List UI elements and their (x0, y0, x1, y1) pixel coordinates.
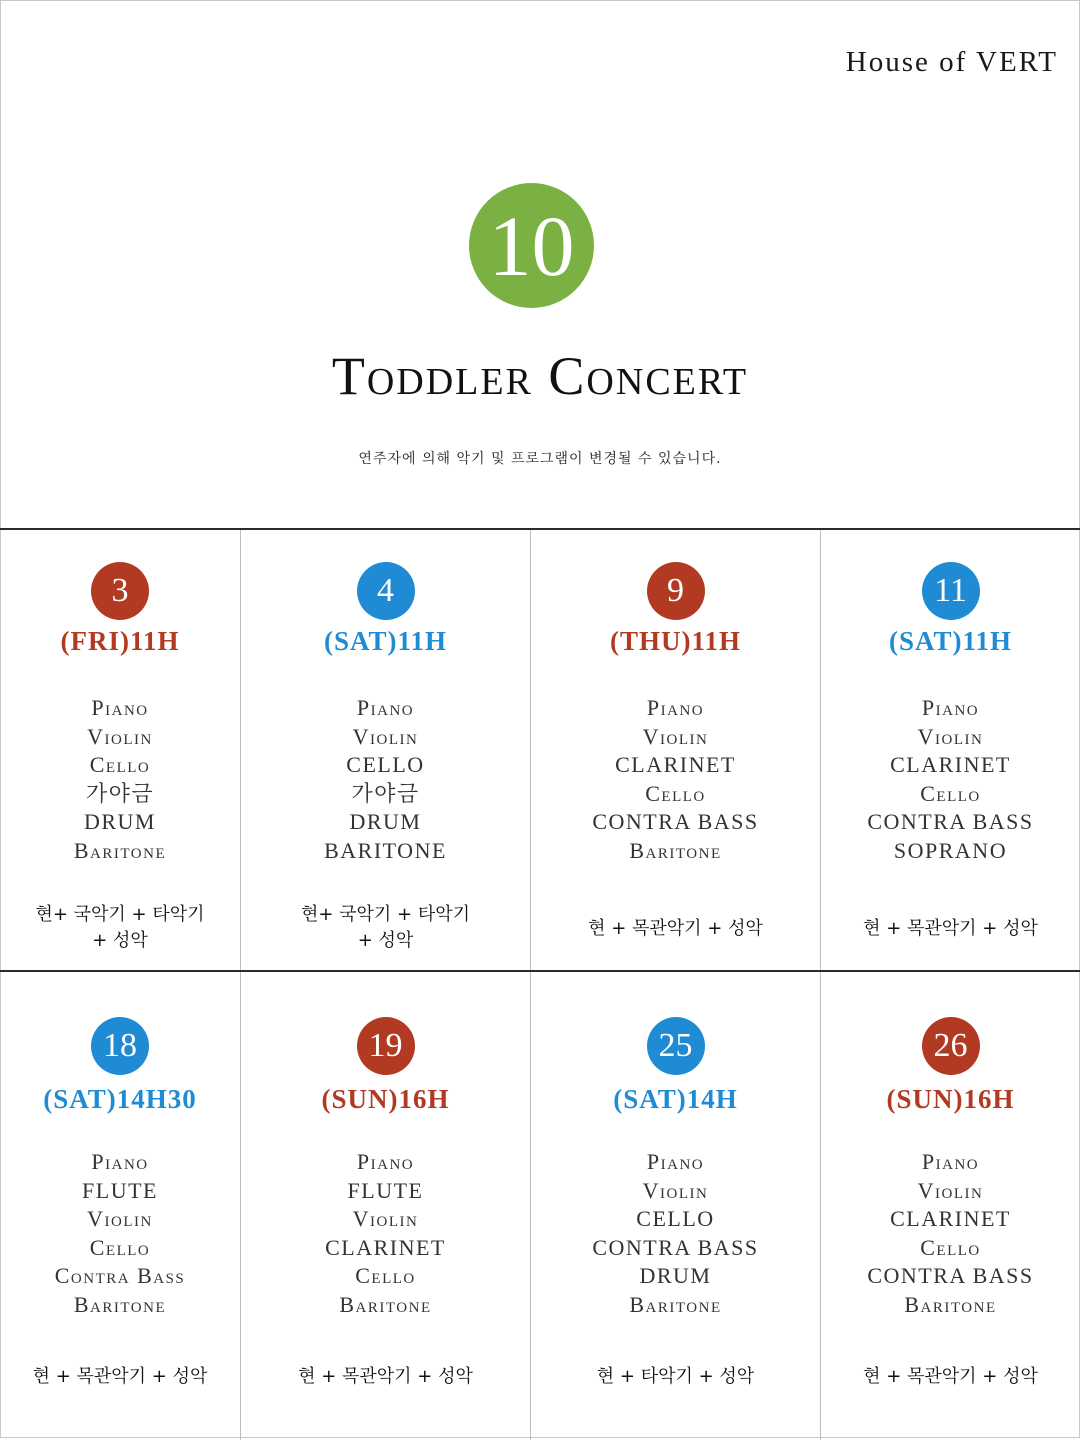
concert-time: (SAT)11H (888, 626, 1012, 656)
instrument-item: Piano (921, 695, 980, 720)
schedule-row-1 (0, 530, 1080, 972)
instrument-item: CONTRA BASS (592, 1234, 759, 1260)
genre-line: + 성악 (92, 930, 148, 951)
genre-summary (241, 1364, 530, 1390)
day-number-badge (91, 1017, 149, 1075)
concert-time: (SUN)16H (886, 1084, 1015, 1114)
instrument-item: Cello (355, 1263, 416, 1288)
instrument-list (241, 694, 530, 865)
instrument-item: CELLO (636, 1206, 715, 1231)
instrument-list (531, 694, 820, 865)
concert-time: (FRI)11H (60, 626, 180, 656)
instrument-item: DRUM (639, 1263, 712, 1288)
genre-line: 현 + 목관악기 + 성악 (863, 1366, 1038, 1387)
genre-line: 현 + 타악기 + 성악 (596, 1366, 755, 1387)
instrument-item: CLARINET (890, 752, 1011, 777)
genre-summary (821, 916, 1080, 942)
instrument-item: BARITONE (324, 837, 447, 863)
instrument-item: Violin (642, 723, 709, 749)
instrument-item: 가야금 (85, 780, 155, 806)
instrument-item: FLUTE (347, 1177, 424, 1203)
day-number: 25 (658, 1027, 693, 1064)
instrument-item: Violin (917, 723, 984, 749)
genre-line: 현+ 국악기 + 타악기 (35, 904, 205, 925)
instrument-item: Cello (89, 752, 151, 777)
instrument-item: Violin (87, 1206, 153, 1231)
instrument-item: Baritone (73, 1291, 167, 1317)
instrument-item: CLARINET (615, 752, 736, 777)
month-number: 10 (488, 197, 575, 294)
instrument-item: Piano (91, 695, 149, 720)
genre-summary (531, 1364, 820, 1390)
concert-cell (241, 530, 531, 970)
instrument-item: CLARINET (325, 1234, 446, 1260)
day-number-badge (357, 1017, 415, 1075)
genre-line: + 성악 (357, 930, 414, 951)
day-number-badge (357, 562, 415, 620)
instrument-item: FLUTE (82, 1177, 158, 1203)
genre-line: 현 + 목관악기 + 성악 (588, 918, 763, 939)
instrument-item: Piano (356, 1149, 415, 1174)
concert-cell (821, 530, 1080, 970)
instrument-item: CLARINET (890, 1206, 1011, 1231)
instrument-item: Violin (352, 1206, 419, 1231)
concert-time: (SUN)16H (321, 1084, 450, 1114)
instrument-list (241, 1148, 530, 1319)
instrument-item: 가야금 (351, 780, 420, 806)
concert-time: (SAT)14H30 (43, 1084, 197, 1114)
day-number-badge (922, 562, 980, 620)
genre-summary (241, 902, 530, 954)
instrument-item: CONTRA BASS (592, 809, 759, 834)
instrument-item: Baritone (629, 837, 722, 863)
instrument-list (531, 1148, 820, 1319)
day-number: 3 (111, 572, 129, 609)
genre-summary (531, 916, 820, 942)
day-number: 11 (934, 572, 967, 609)
program-change-notice: 연주자에 의해 악기 및 프로그램이 변경될 수 있습니다. (358, 451, 722, 467)
day-number: 9 (667, 572, 684, 609)
day-number: 18 (103, 1027, 137, 1064)
instrument-item: DRUM (83, 809, 156, 834)
day-number-badge (647, 1017, 705, 1075)
concert-cell (0, 972, 241, 1440)
concert-cell (0, 530, 241, 970)
day-number-badge (647, 562, 705, 620)
instrument-list (0, 694, 240, 865)
month-badge (469, 183, 594, 308)
concert-time: (THU)11H (609, 626, 741, 656)
genre-summary (0, 902, 240, 954)
genre-line: 현 + 목관악기 + 성악 (298, 1366, 473, 1387)
concert-time: (SAT)11H (323, 626, 447, 656)
concert-cell (241, 972, 531, 1440)
concert-schedule-grid (0, 528, 1080, 1440)
day-number: 26 (933, 1027, 968, 1064)
instrument-item: Cello (645, 780, 706, 806)
concert-time: (SAT)14H (613, 1084, 738, 1114)
instrument-list (821, 1148, 1080, 1319)
instrument-item: Piano (646, 1149, 705, 1174)
instrument-item: Cello (920, 780, 981, 806)
instrument-item: CELLO (346, 752, 425, 777)
instrument-item: Baritone (629, 1291, 722, 1317)
page-title: Toddler Concert (331, 346, 749, 406)
instrument-item: Violin (352, 723, 419, 749)
genre-line: 현+ 국악기 + 타악기 (300, 904, 471, 925)
brand-name: House of VERT (845, 46, 1058, 78)
day-number: 19 (368, 1027, 403, 1064)
concert-cell (531, 530, 821, 970)
genre-summary (0, 1364, 240, 1390)
concert-cell (531, 972, 821, 1440)
instrument-item: CONTRA BASS (867, 1263, 1034, 1288)
instrument-item: Piano (646, 695, 705, 720)
instrument-item: Baritone (73, 837, 167, 863)
genre-line: 현 + 목관악기 + 성악 (32, 1366, 208, 1387)
instrument-item: SOPRANO (893, 837, 1008, 863)
instrument-item: DRUM (349, 809, 422, 834)
instrument-list (0, 1148, 240, 1319)
instrument-item: Violin (87, 723, 153, 749)
genre-line: 현 + 목관악기 + 성악 (863, 918, 1038, 939)
instrument-item: Piano (356, 695, 415, 720)
instrument-item: Baritone (339, 1291, 432, 1317)
instrument-item: Cello (89, 1234, 151, 1260)
instrument-item: Violin (642, 1177, 709, 1203)
instrument-item: Baritone (904, 1291, 997, 1317)
day-number: 4 (377, 572, 394, 609)
instrument-item: Piano (921, 1149, 980, 1174)
day-number-badge (922, 1017, 980, 1075)
instrument-item: Violin (917, 1177, 984, 1203)
genre-summary (821, 1364, 1080, 1390)
instrument-item: Contra Bass (54, 1263, 186, 1288)
instrument-item: CONTRA BASS (867, 809, 1034, 834)
concert-cell (821, 972, 1080, 1440)
schedule-row-2 (0, 972, 1080, 1440)
instrument-list (821, 694, 1080, 865)
day-number-badge (91, 562, 149, 620)
instrument-item: Piano (91, 1149, 149, 1174)
instrument-item: Cello (920, 1234, 981, 1260)
